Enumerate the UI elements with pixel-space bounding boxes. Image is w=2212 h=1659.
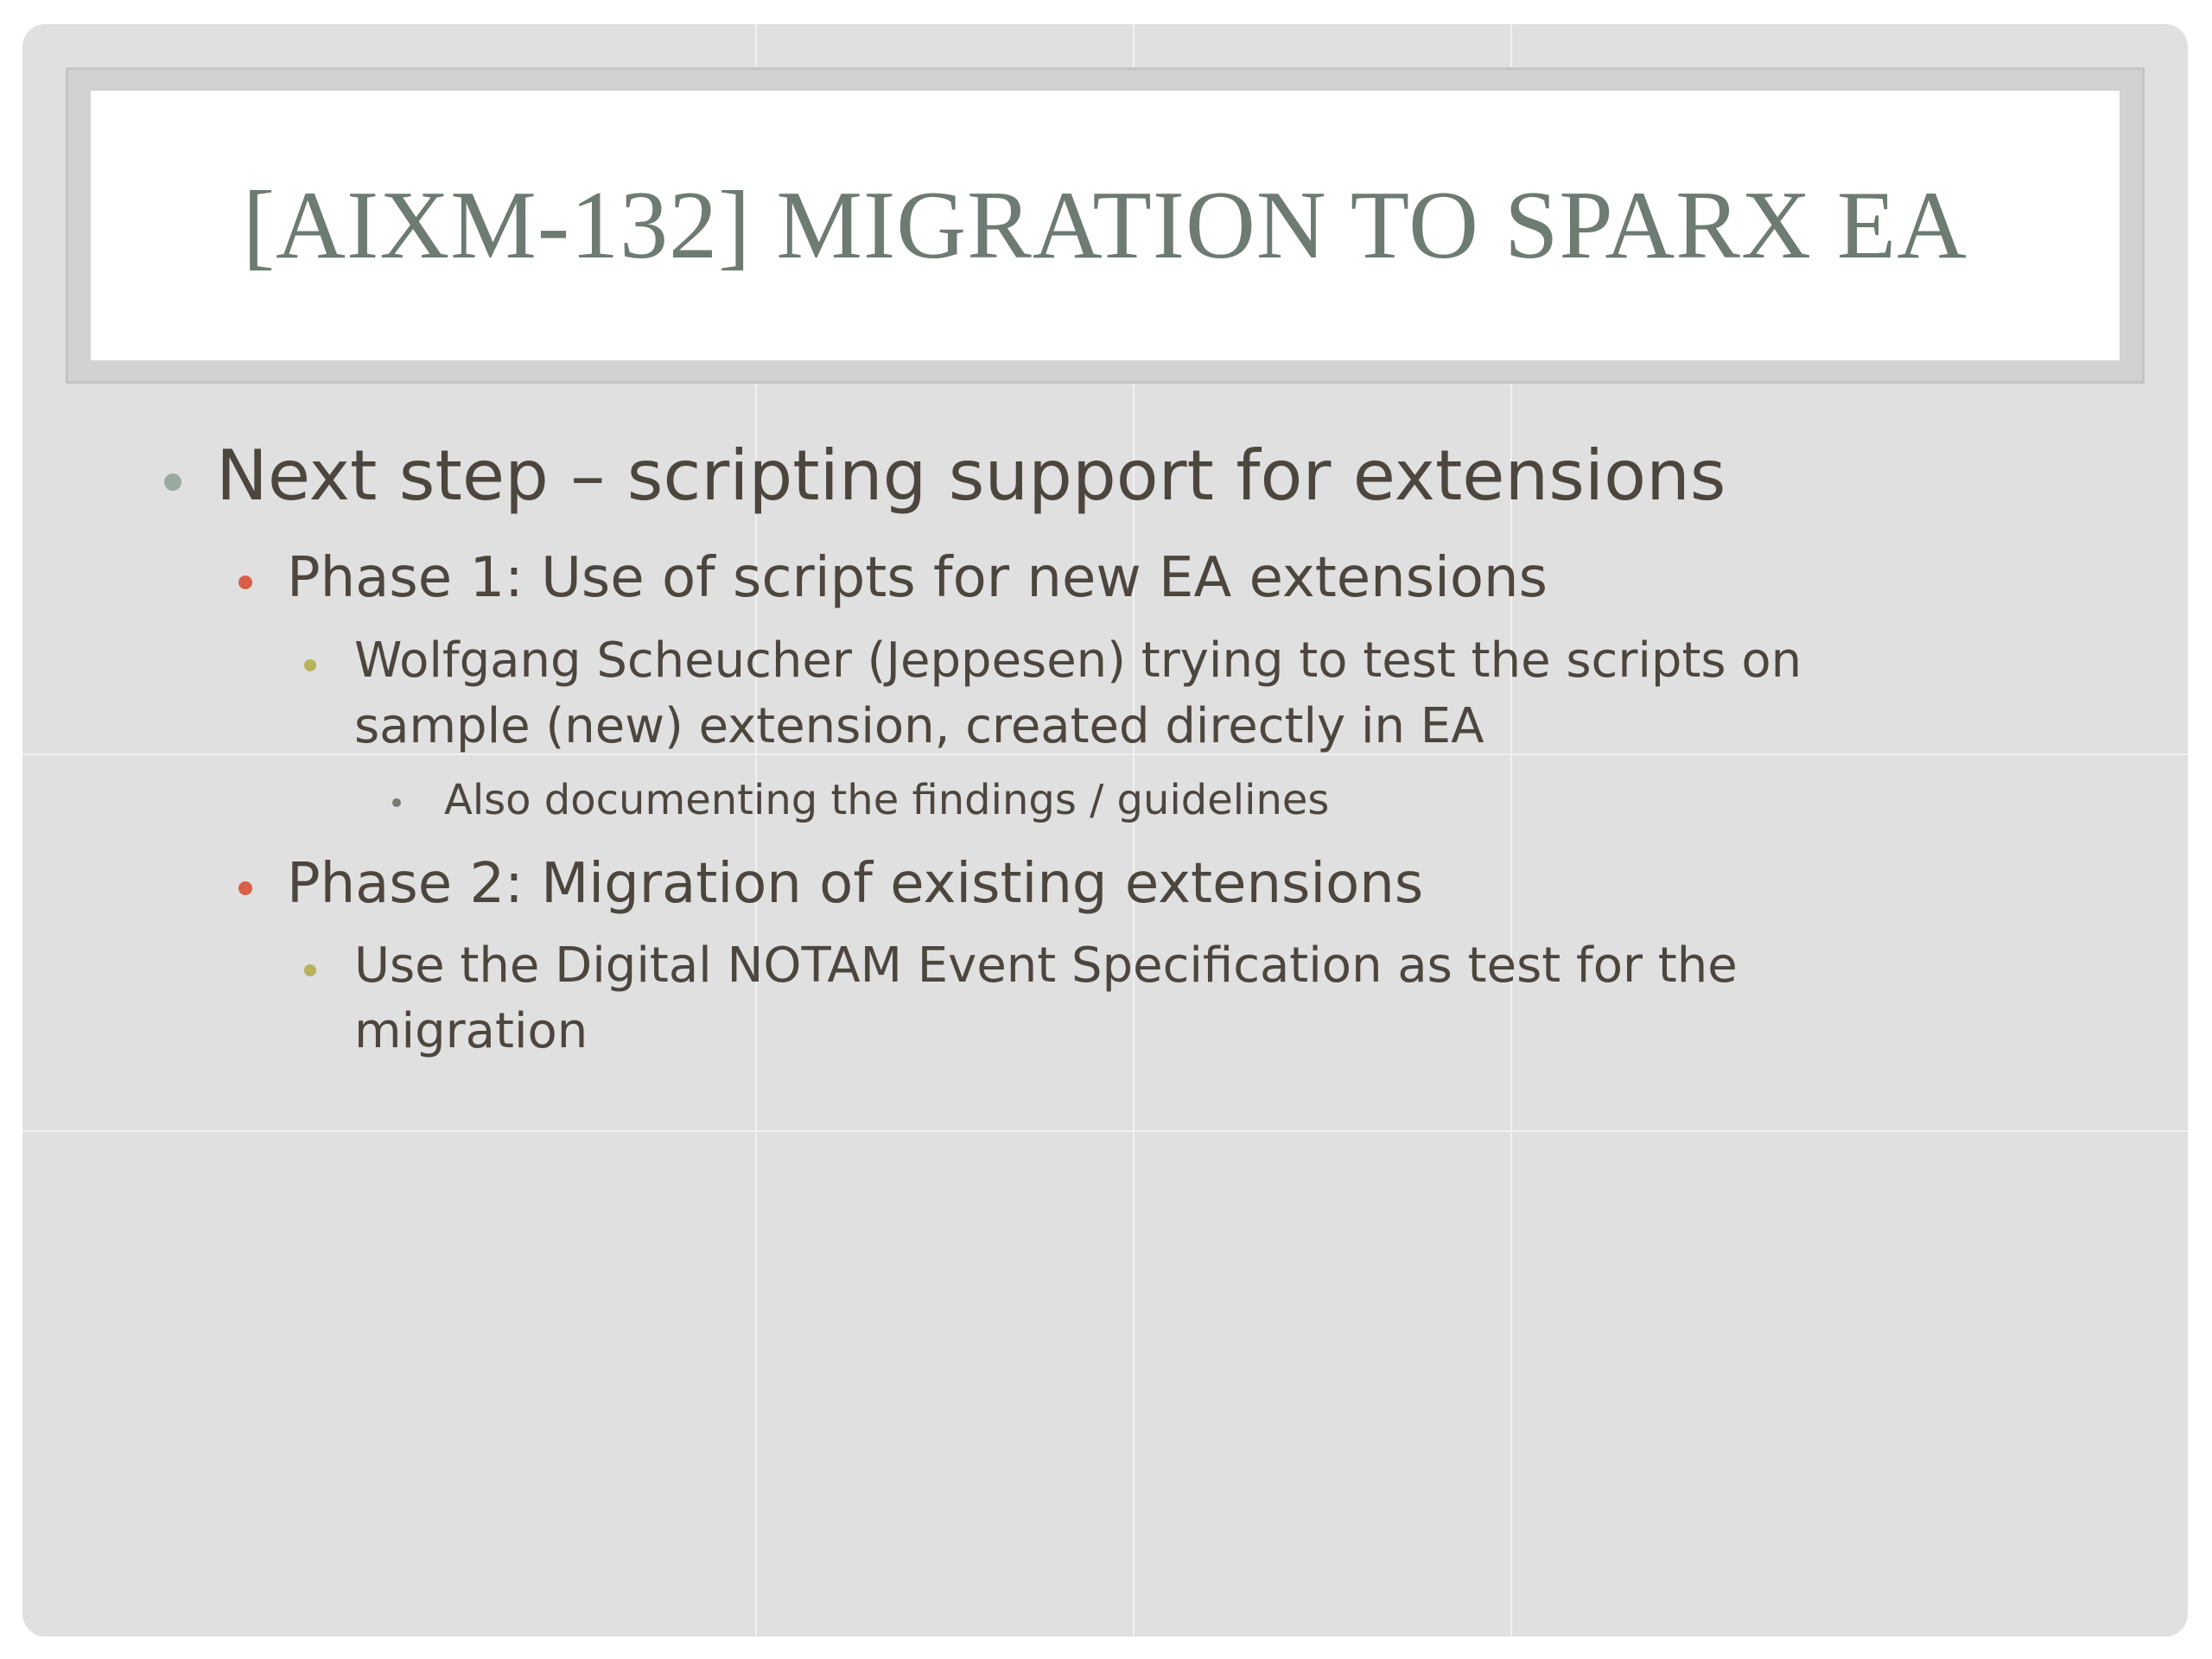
bullet-level3 — [304, 964, 316, 976]
slide-content — [22, 24, 2188, 1637]
slide — [22, 24, 2188, 1637]
bullet-level4 — [392, 798, 401, 807]
bullet-level2 — [238, 575, 252, 589]
bullet-text-phase1: Phase 1: Use of scripts for new EA extensions — [287, 546, 1548, 610]
bullet-text-phase2-sub-line2: migration — [354, 1003, 588, 1059]
bullet-text-phase2: Phase 2: Migration of existing extensions — [287, 852, 1424, 916]
bullet-text-phase1-sub-line2: sample (new) extension, created directly in EA — [354, 698, 1484, 754]
bullet-level3 — [304, 659, 316, 671]
bullet-text-level1: Next step – scripting support for extensions — [216, 435, 1726, 516]
bullet-text-phase1-sub-sub: Also documenting the findings / guidelines — [444, 776, 1330, 824]
slide-title: [AIXM-132] MIGRATION TO SPARX EA — [242, 171, 1968, 279]
bullet-text-phase2-sub-line1: Use the Digital NOTAM Event Specification as test for the — [354, 938, 1738, 994]
bullet-level1 — [164, 474, 181, 491]
bullet-level2 — [238, 881, 252, 895]
bullet-text-phase1-sub-line1: Wolfgang Scheucher (Jeppesen) trying to test the scripts on — [354, 632, 1802, 689]
